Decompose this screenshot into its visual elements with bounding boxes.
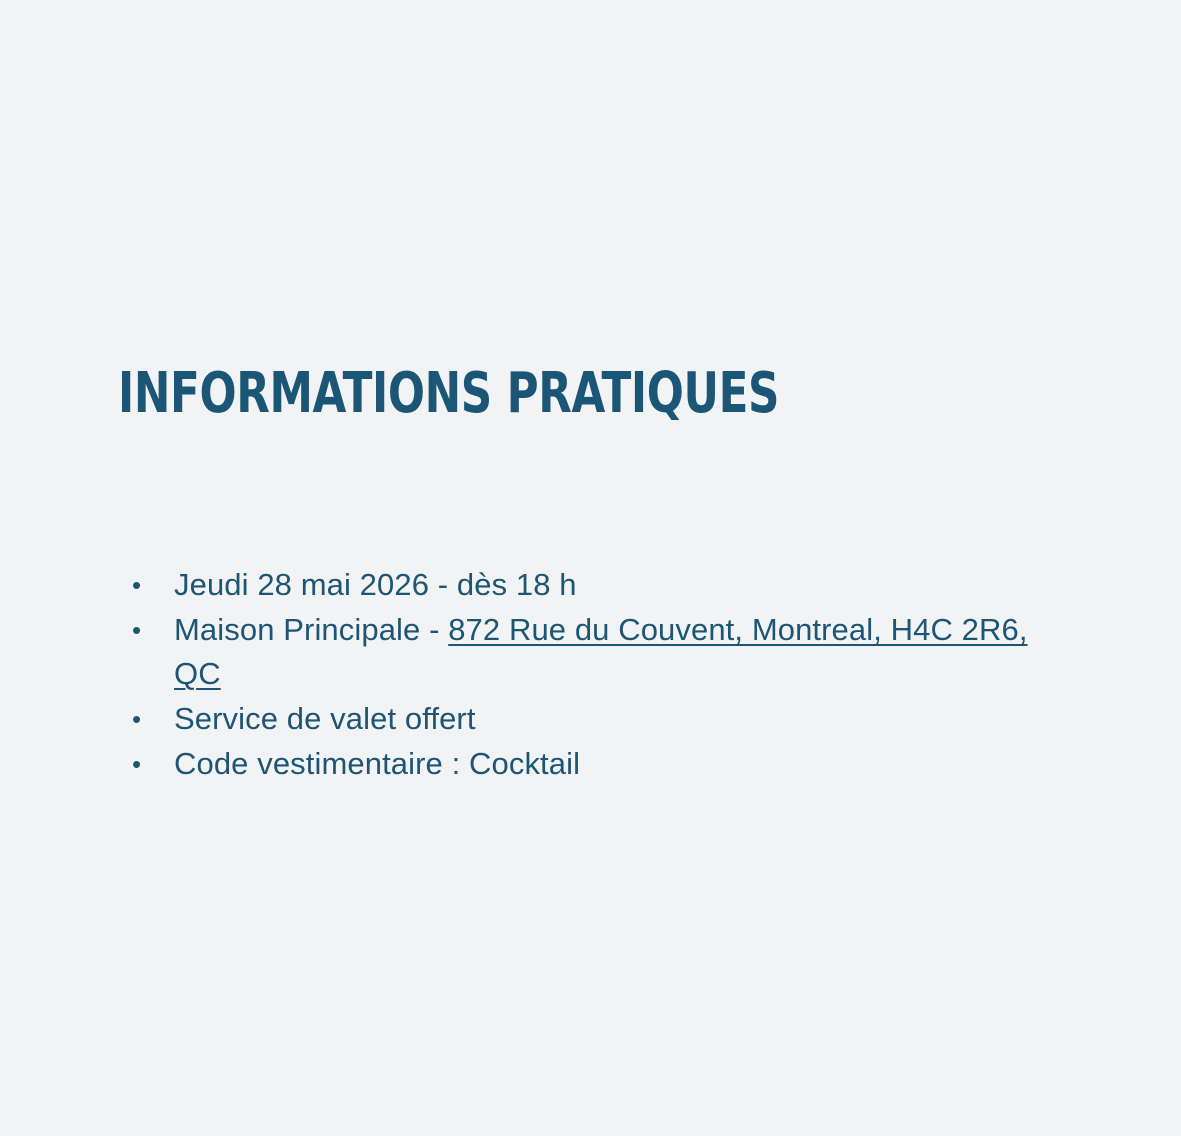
bullet-icon: • [132,749,142,779]
list-item [118,563,1058,607]
page-title: INFORMATIONS PRATIQUES [118,361,780,426]
list-item-text: Jeudi 28 mai 2026 - dès 18 h [174,567,577,602]
list-item-text: Service de valet offert [174,701,476,736]
bullet-icon: • [132,570,142,600]
list-item [118,742,1058,786]
practical-information-section [118,361,1078,781]
practical-information-list [118,563,1058,787]
list-item-text: Maison Principale - [174,612,449,647]
bullet-icon: • [132,615,142,645]
list-item [118,608,1058,696]
list-item [118,697,1058,741]
address-link[interactable]: 872 Rue du Couvent, Montreal, H4C 2R6, QC [174,612,1028,691]
list-item-text: Code vestimentaire : Cocktail [174,746,581,781]
bullet-icon: • [132,704,142,734]
